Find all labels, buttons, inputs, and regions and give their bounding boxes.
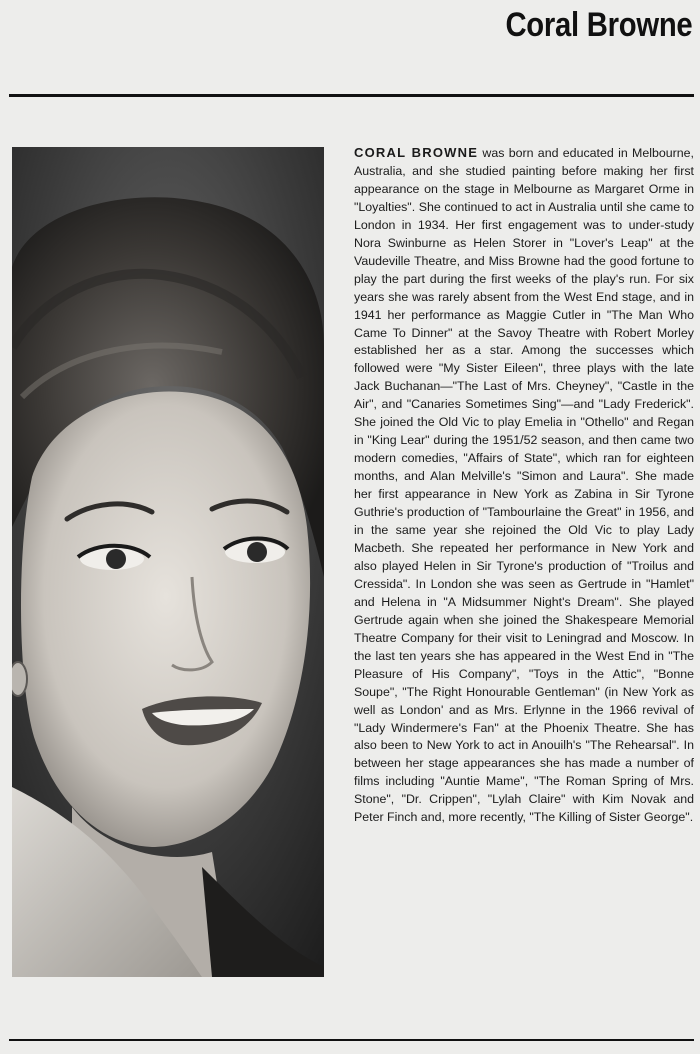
top-divider — [9, 94, 694, 97]
page-title: Coral Browne — [505, 6, 692, 44]
bottom-divider — [9, 1039, 694, 1041]
biography-lead: CORAL BROWNE — [354, 145, 479, 160]
biography-body: was born and educated in Melbourne, Australia, and she studied painting before making her first appearance on the stage in Melbourne as Margaret Orme in "Loyalties". She continued to act in Australia until she came to London in 1934. Her first engagement was to under-study Nora Swinburne as Helen Storer in "Lover's Leap" at the Vaudeville Theatre, and Miss Browne had the good fortune to play the part during the first weeks of the play's run. For six years she was rarely absent from the West End stage, and in 1941 her performance as Maggie Cutler in "The Man Who Came To Dinner" at the Savoy Theatre with Robert Morley established her as a star. Among the successes which followed were "My Sister Eileen", three plays with the late Jack Buchanan—"The Last of Mrs. Cheyney", "Castle in the Air", and "Canaries Sometimes Sing"—and "Lady Frederick". She joined the Old Vic to play Emelia in "Othello" and Regan in "King Lear" during the 1951/52 season, and then came two modern comedies, "Affairs of State", which ran for eighteen months, and Alan Melville's "Simon and Laura". She made her first appearance in New York as Zabina in Sir Tyrone Guthrie's production of "Tambourlaine the Great" in 1956, and in the same year she rejoined the Old Vic to play Lady Macbeth. She repeated her performance in New York and also played Helen in Sir Tyrone's production of "Troilus and Cressida". In London she was seen as Gertrude in "Hamlet" and Helena in "A Midsummer Night's Dream". She played Gertrude again when she joined the Shakespeare Memorial Theatre Company for their visit to Leningrad and Moscow. In the last ten years she has appeared in the West End in "The Pleasure of His Company", "Toys in the Attic", "Bonne Soupe", "The Right Honourable Gentleman" (in New York as well as London' and as Mrs. Erlynne in the 1966 revival of "Lady Windermere's Fan" at the Phoenix Theatre. She has also been to New York to act in Anouilh's "The Rehearsal". In between her stage appearances she has made a number of films including "Auntie Mame", "The Roman Spring of Mrs. Stone", "Dr. Crippen", "Lylah Claire" with Kim Novak and Peter Finch and, more recently, "The Killing of Sister George". — [354, 146, 695, 825]
portrait-photo — [12, 147, 324, 977]
biography-text — [354, 144, 694, 827]
